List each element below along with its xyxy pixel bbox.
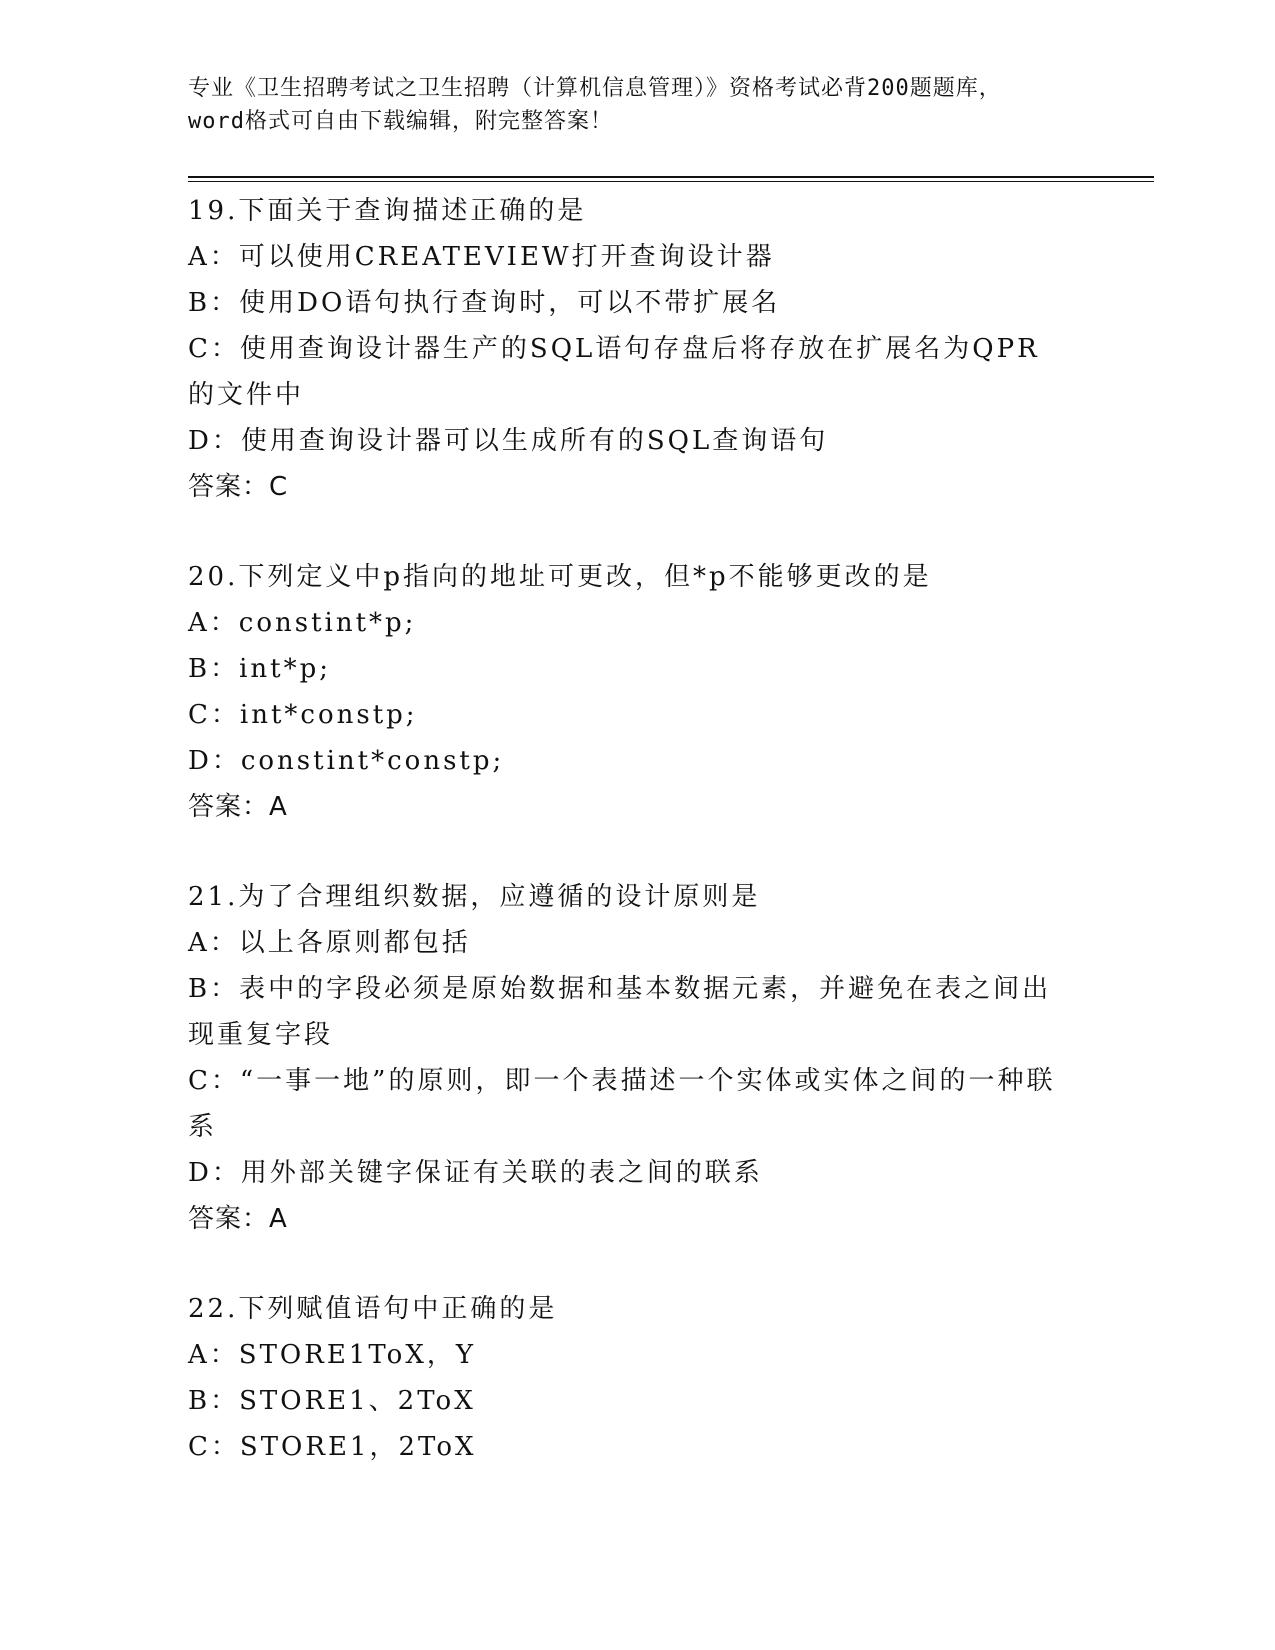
question-list — [188, 188, 1068, 1470]
header-title-line-1: 专业《卫生招聘考试之卫生招聘（计算机信息管理）》资格考试必背200题题库， — [188, 76, 1002, 101]
option-a: A：constint*p; — [188, 608, 417, 638]
question-stem: 19.下面关于查询描述正确的是 — [188, 196, 587, 226]
question-19 — [188, 188, 1068, 510]
option-b: B：int*p; — [188, 654, 332, 684]
document-header — [188, 72, 1088, 138]
option-c: C：STORE1，2ToX — [188, 1432, 477, 1462]
option-a: A：可以使用CREATEVIEW打开查询设计器 — [188, 242, 775, 272]
option-c: C：int*constp; — [188, 700, 418, 730]
question-stem: 22.下列赋值语句中正确的是 — [188, 1294, 558, 1324]
answer: 答案：C — [188, 472, 289, 502]
option-c: C：使用查询设计器生产的SQL语句存盘后将存放在扩展名为QPR的文件中 — [188, 334, 1040, 410]
header-rule-thin — [188, 181, 1154, 182]
answer: 答案：A — [188, 1204, 288, 1234]
question-20 — [188, 554, 1068, 830]
question-stem: 20.下列定义中p指向的地址可更改，但*p不能够更改的是 — [188, 562, 932, 592]
option-b: B：表中的字段必须是原始数据和基本数据元素，并避免在表之间出现重复字段 — [188, 974, 1052, 1050]
question-stem: 21.为了合理组织数据，应遵循的设计原则是 — [188, 882, 761, 912]
option-a: A：STORE1ToX，Y — [188, 1340, 476, 1370]
answer: 答案：A — [188, 792, 288, 822]
option-c: C：“一事一地”的原则，即一个表描述一个实体或实体之间的一种联系 — [188, 1066, 1056, 1142]
question-22 — [188, 1286, 1068, 1470]
question-21 — [188, 874, 1068, 1242]
option-b: B：使用DO语句执行查询时，可以不带扩展名 — [188, 288, 781, 318]
option-b: B：STORE1、2ToX — [188, 1386, 476, 1416]
option-d: D：constint*constp; — [188, 746, 505, 776]
header-rule-thick — [188, 176, 1154, 178]
header-title-line-2: word格式可自由下载编辑，附完整答案！ — [188, 109, 613, 134]
option-a: A：以上各原则都包括 — [188, 928, 471, 958]
option-d: D：用外部关键字保证有关联的表之间的联系 — [188, 1158, 763, 1188]
option-d: D：使用查询设计器可以生成所有的SQL查询语句 — [188, 426, 829, 456]
